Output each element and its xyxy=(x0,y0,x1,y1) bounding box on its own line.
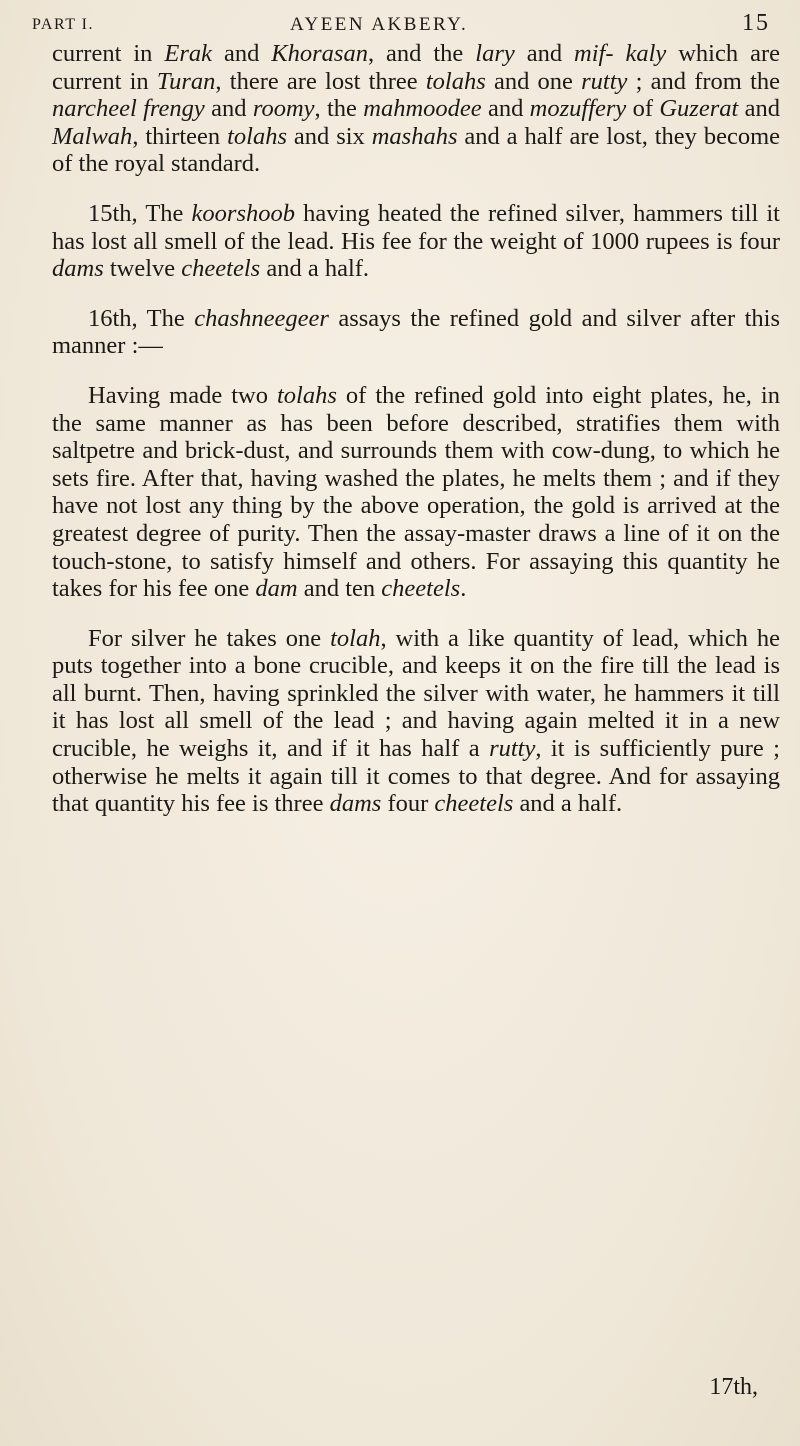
italic-term: mahmoodee xyxy=(363,95,482,123)
text-run: 15th, The xyxy=(88,199,192,227)
text-run: , it is sufficiently pure ; otherwise he melts it again till it comes to that degree. And for assaying that quantity his fee is three xyxy=(52,735,780,818)
text-run: and xyxy=(211,40,272,67)
italic-term: dams xyxy=(52,255,104,283)
running-title: AYEEN AKBERY. xyxy=(290,14,469,35)
text-run: twelve xyxy=(103,255,182,283)
text-run: , thirteen xyxy=(132,122,228,150)
italic-term: cheetels xyxy=(434,790,514,818)
italic-term: mashahs xyxy=(371,122,458,150)
text-run: and one xyxy=(485,67,582,95)
paragraph-silver-assay xyxy=(52,625,780,818)
paragraph-continuation xyxy=(52,40,780,178)
text-run: . xyxy=(460,575,467,603)
italic-term: Malwah xyxy=(52,122,133,150)
italic-term: Turan xyxy=(156,67,216,95)
paragraph-gold-assay xyxy=(52,382,780,603)
part-label: PART I. xyxy=(32,16,95,33)
text-run: and xyxy=(738,95,781,123)
italic-term: roomy xyxy=(252,95,315,123)
text-run: having heated the refined silver, hammers till it has lost all smell of the lead. His fee for the weight of 1000 rupees is four xyxy=(52,199,780,255)
paragraph-koorshoob xyxy=(52,200,780,283)
italic-term: tolahs xyxy=(276,381,337,409)
italic-term: Guzerat xyxy=(659,95,739,123)
text-run: , and the xyxy=(367,40,476,67)
text-run: and xyxy=(514,40,575,67)
paragraph-chashneegeer xyxy=(52,305,780,360)
italic-term: rutty xyxy=(581,67,628,95)
text-run: For silver he takes one xyxy=(88,624,331,652)
text-run: assays the refined gold and silver after this manner :— xyxy=(52,304,780,360)
italic-term: cheetels xyxy=(181,255,261,283)
italic-term: rutty xyxy=(489,735,536,763)
italic-term: mozuffery xyxy=(529,95,627,123)
text-run: which are current in xyxy=(52,40,780,95)
text-run: , with a like quantity of lead, which he puts together into a bone crucible, and keeps it on the fire till the lead is all burnt. Then, having sprinkled the silver with water, he hammers it till it has lost all smell of the lead ; and having again melted it in a new crucible, he weighs it, and if it has half a xyxy=(52,624,780,763)
text-run: and a half are lost, they become of the royal standard. xyxy=(52,122,781,178)
page-number: 15 xyxy=(742,10,770,36)
text-run: , the xyxy=(314,95,364,123)
italic-term: cheetels xyxy=(381,575,461,603)
text-run: 16th, The xyxy=(88,304,195,332)
text-run: ; and from the xyxy=(627,67,781,95)
text-run: of xyxy=(626,95,660,123)
italic-term: chashneegeer xyxy=(194,304,329,332)
italic-term: narcheel frengy xyxy=(52,95,205,123)
text-run: and a half. xyxy=(513,790,623,818)
italic-term: Erak xyxy=(164,40,212,67)
running-header xyxy=(32,10,770,36)
catchword: 17th, xyxy=(709,1374,758,1400)
text-run: and six xyxy=(287,122,372,150)
italic-term: lary xyxy=(475,40,515,67)
italic-term: koorshoob xyxy=(191,199,295,227)
text-run: current in xyxy=(52,40,165,67)
text-run: and xyxy=(204,95,253,123)
italic-term: tolahs xyxy=(425,67,486,95)
italic-term: tolahs xyxy=(227,122,287,150)
italic-term: Khorasan xyxy=(271,40,368,67)
text-run: and a half. xyxy=(260,255,370,283)
text-run: and ten xyxy=(297,575,382,603)
text-run: four xyxy=(381,790,435,818)
text-run: and xyxy=(481,95,530,123)
italic-term: tolah xyxy=(330,624,381,652)
text-run: , there are lost three xyxy=(215,67,426,95)
italic-term: mif- kaly xyxy=(574,40,667,67)
italic-term: dam xyxy=(255,575,298,603)
text-run: of the refined gold into eight plates, he, in the same manner as has been before described, stratifies them with saltpetre and brick-dust, and surrounds them with cow-dung, to which he sets fire. After that, having washed the plates, he melts them ; and if they have not lost any thing by the above operation, the gold is arrived at the greatest degree of purity. Then the assay-master draws a line of it on the touch-stone, to satisfy himself and others. For assaying this quantity he takes for his fee one xyxy=(52,381,780,603)
text-run: Having made two xyxy=(88,381,277,409)
text-body xyxy=(52,40,780,818)
italic-term: dams xyxy=(329,790,382,818)
